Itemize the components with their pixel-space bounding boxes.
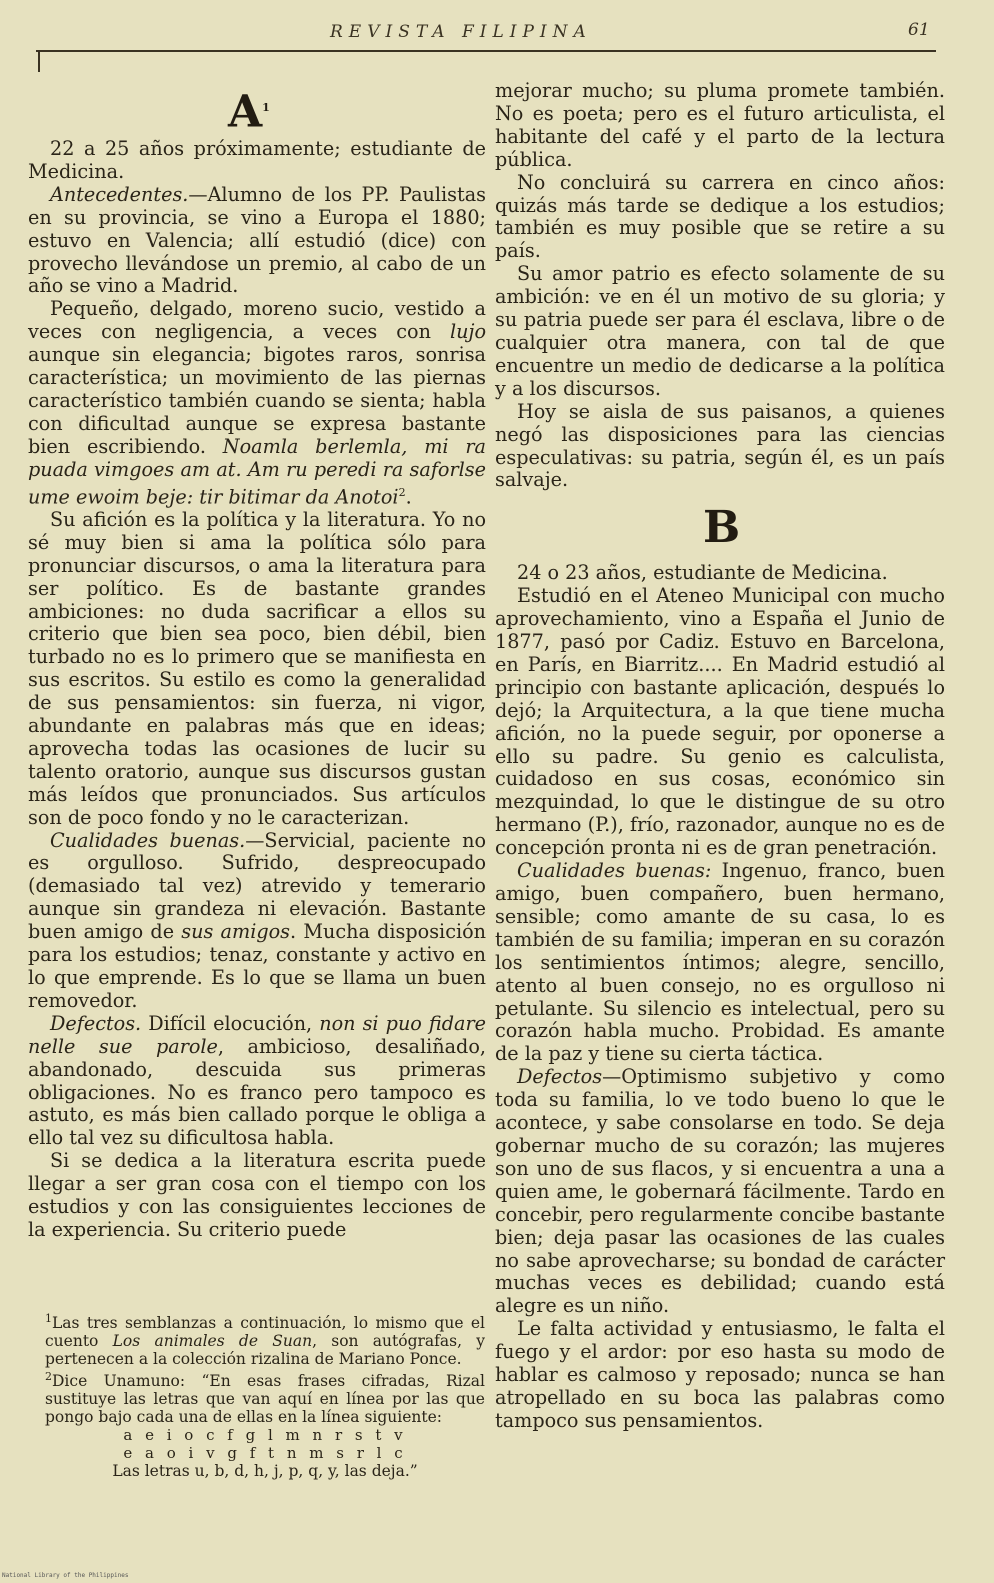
footnote-1: $^1$Las tres semblanzas a continuación, lo mismo que el cuento Los animales de Suan, son autógrafas, y pertenecen a la colección rizalina de Mariano Ponce. bbox=[45, 1312, 486, 1369]
left-column bbox=[28, 138, 486, 1242]
continuation-paragraph: Hoy se aisla de sus paisanos, a quienes negó las disposiciones para las ciencias especulativas: su patria, según él, es un país salvaje. bbox=[495, 399, 945, 492]
section-a-paragraph: Defectos. Difícil elocución, non si puo fidare nelle sue parole, ambicioso, desaliñado, abandonado, descuida sus primeras obligaciones. No es franco pero tampoco es astuto, es más bien callado porque le obliga a ello tal vez su dificultosa habla. bbox=[28, 1011, 486, 1150]
section-a-paragraph: Pequeño, delgado, moreno sucio, vestido a veces con negligencia, a veces con lujo aunque sin elegancia; bigotes raros, sonrisa característica; un movimiento de las piernas característico también cuando se sienta; habla con dificultad aunque se expresa bastante bien escribiendo. Noamla berlemla, mi ra puada vimgoes am at. Am ru peredi ra saforlse ume ewoim beje: tir bitimar da Anotoi$^2$. bbox=[28, 297, 486, 508]
section-b-heading-block bbox=[495, 492, 945, 562]
continuation-paragraph: No concluirá su carrera en cinco años: quizás más tarde se dedique a los estudios; también es muy posible que se retire a su país. bbox=[495, 170, 945, 263]
footnotes bbox=[45, 1310, 485, 1480]
section-b-paragraph: Le falta actividad y entusiasmo, le falta el fuego y el ardor: por eso hasta su modo de hablar es calmoso y reposado; nunca se han atropellado en su boca las palabras como tampoco sus pensamientos. bbox=[495, 1317, 945, 1432]
section-b-paragraph: Estudió en el Ateneo Municipal con mucho aprovechamiento, vino a España el Junio de 1877, pasó por Cadiz. Estuvo en Barcelona, en París, en Biarritz.... En Madrid estudió al principio con bastante aplicación, después lo dejó; la Arquitectura, a la que tiene mucha afición, no la puede seguir, por oponerse a ello su padre. Su genio es calculista, cuidadoso en sus cosas, económico sin mezquindad, lo que le distingue de su otro hermano (P.), frío, razonador, aunque no es de concepción pronta ni es de gran penetración. bbox=[495, 584, 945, 860]
margin-tick bbox=[38, 50, 40, 72]
cipher-line-1: a e i o c f g l m n r s t v bbox=[123, 1426, 407, 1445]
section-a-paragraph: Cualidades buenas.—Servicial, paciente no es orgulloso. Sufrido, despreocupado (demasiado tal vez) atrevido y temerario aunque sin grandeza ni elevación. Bastante buen amigo de sus amigos. Mucha disposición para los estudios; tenaz, constante y activo en lo que emprende. Es lo que se llama un buen removedor. bbox=[28, 828, 486, 1012]
section-a-heading: $A^1$ bbox=[228, 86, 270, 138]
continuation-paragraph: Su amor patrio es efecto solamente de su ambición: ve en él un motivo de su gloria; y su patria puede ser para él esclava, libre o de cualquier otra manera, con tal de que encuentre un medio de dedicarse a la política y a los discursos. bbox=[495, 262, 945, 400]
section-a-paragraph: Antecedentes.—Alumno de los PP. Paulistas en su provincia, se vino a Europa el 1880; estuvo en Valencia; allí estudió (dice) con provecho llevándose un premio, al cabo de un año se vino a Madrid. bbox=[28, 182, 486, 298]
section-b-paragraph: Defectos—Optimismo subjetivo y como toda su familia, lo ve todo bueno lo que le acontece, y sabe consolarse en todo. Se deja gobernar mucho de su corazón; las mujeres son uno de sus flacos, y si encuentra a una a quien ame, le gobernará fácilmente. Tardo en concebir, pero regularmente concibe bastante bien; deja pasar las ocasiones de las cuales no sabe aprovecharse; su bondad de carácter muchas veces es debilidad; cuando está alegre es un niño. bbox=[495, 1065, 945, 1318]
continuation-paragraph: mejorar mucho; su pluma promete también. No es poeta; pero es el futuro articulista, el habitante del café y el parto de la lectura pública. bbox=[495, 79, 945, 171]
section-a-paragraph: Si se dedica a la literatura escrita puede llegar a ser gran cosa con el tiempo con los estudios y con las consiguientes lecciones de la experiencia. Su criterio puede bbox=[28, 1149, 486, 1241]
running-header-title: REVISTA FILIPINA bbox=[330, 22, 592, 42]
footnote-2-end: Las letras u, b, d, h, j, p, q, y, las deja.” bbox=[112, 1462, 418, 1481]
header-rule bbox=[36, 50, 936, 52]
footnote-2: $^2$Dice Unamuno: “En esas frases cifradas, Rizal sustituye las letras que van aquí en línea por las que pongo bajo cada una de ellas en la línea siguiente: bbox=[45, 1370, 485, 1427]
section-b-paragraph: 24 o 23 años, estudiante de Medicina. bbox=[517, 561, 888, 585]
section-b-heading: B bbox=[703, 502, 741, 554]
section-a-paragraph: 22 a 25 años próximamente; estudiante de Medicina. bbox=[28, 137, 486, 183]
section-a-paragraph: Su afición es la política y la literatura. Yo no sé muy bien si ama la política sólo para pronunciar discursos, o ama la literatura para ser político. Es de bastante grandes ambiciones: no duda sacrificar a ellos su criterio que bien sea poco, bien débil, bien turbado no es lo primero que se manifiesta en sus escritos. Su estilo es como la generalidad de sus pensamientos: sin fuerza, ni vigor, abundante en palabras más que en ideas; aprovecha todas las ocasiones de lucir su talento oratorio, aunque sus discursos gustan más leídos que pronunciados. Sus artículos son de poco fondo y no le caracterizan. bbox=[28, 507, 486, 829]
right-column bbox=[495, 80, 945, 1433]
page-number: 61 bbox=[908, 20, 930, 40]
cipher-line-2: e a o i v g f t n m s r l c bbox=[123, 1444, 407, 1463]
library-credit: National Library of the Philippines bbox=[2, 1572, 129, 1579]
section-b-paragraph: Cualidades buenas: Ingenuo, franco, buen amigo, buen compañero, buen hermano, sensible; como amante de su casa, lo es también de su familia; imperan en su corazón los sentimientos íntimos; alegre, sencillo, atento al buen consejo, no es orgulloso ni petulante. Su silencio es intelectual, pero su corazón habla mucho. Probidad. Es amante de la paz y tiene su cierta táctica. bbox=[495, 859, 945, 1066]
